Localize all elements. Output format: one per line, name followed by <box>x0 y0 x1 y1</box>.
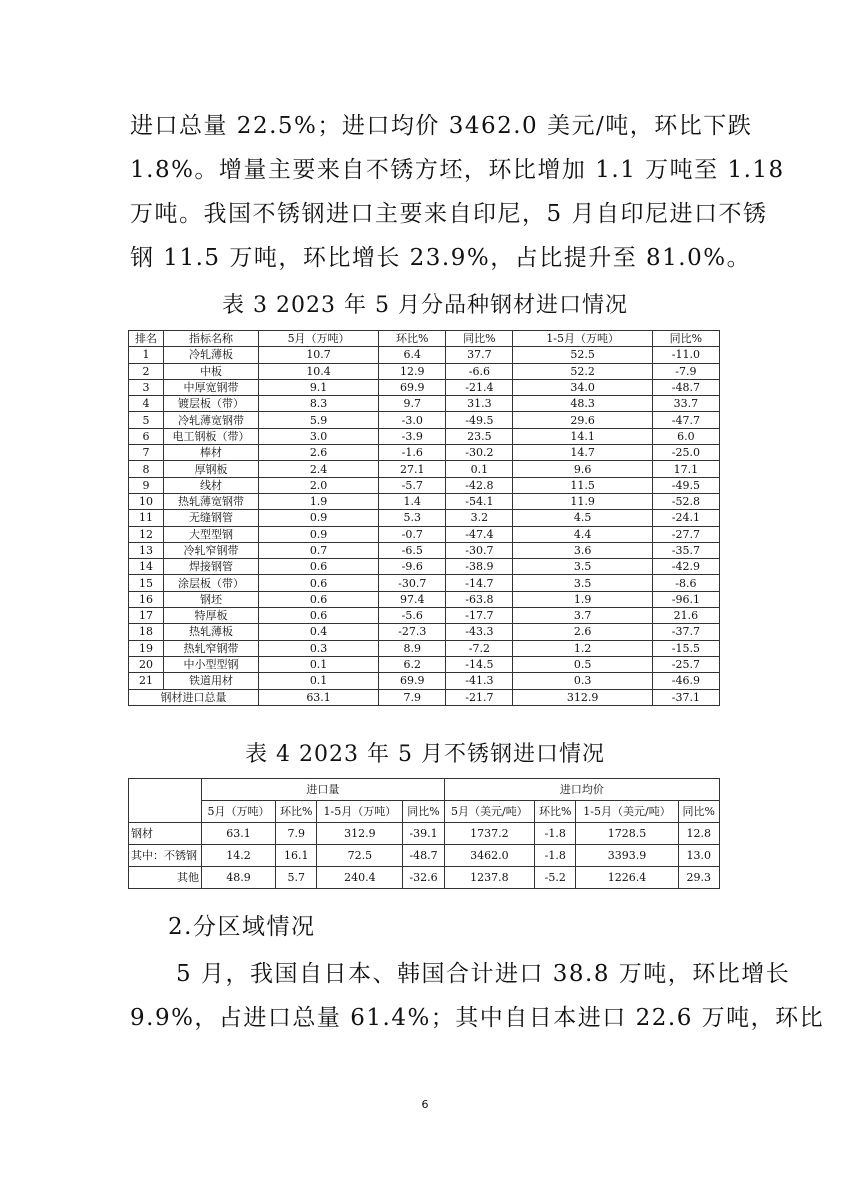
intro-paragraph <box>130 104 785 280</box>
table3-row <box>129 656 720 672</box>
table3-cell: 1.9 <box>513 591 652 607</box>
table4-cell: 3393.9 <box>576 845 678 867</box>
intro-line: 钢 11.5 万吨，环比增长 23.9%，占比提升至 81.0%。 <box>130 245 752 271</box>
table3-total-row <box>129 689 720 705</box>
table3-cell: 4.5 <box>513 510 652 526</box>
table4-cell: 5.7 <box>276 867 317 889</box>
table4-subheader-cell: 5月（美元/吨） <box>444 801 534 823</box>
table4-subheader-cell: 环比% <box>535 801 576 823</box>
table3-cell: 0.9 <box>259 526 379 542</box>
table3-cell: -24.1 <box>652 510 719 526</box>
table3-item-name: 中厚宽钢带 <box>164 379 259 395</box>
section-heading: 2.分区域情况 <box>168 914 316 940</box>
table4-cell: 16.1 <box>276 845 317 867</box>
table3-cell: -47.4 <box>446 526 513 542</box>
table3-cell: 6.0 <box>652 428 719 444</box>
table4-row-label: 其他 <box>129 867 202 889</box>
table4-cell: -32.6 <box>403 867 444 889</box>
table3-cell: 4 <box>129 396 164 412</box>
table3-cell: 4.4 <box>513 526 652 542</box>
table4-cell: 13.0 <box>678 845 719 867</box>
page-number: 6 <box>421 1098 429 1111</box>
table3-total-cell: -21.7 <box>446 689 513 705</box>
outro-paragraph <box>130 952 825 1040</box>
table3-total-cell: 63.1 <box>259 689 379 705</box>
table4-caption: 表 4 2023 年 5 月不锈钢进口情况 <box>245 742 605 767</box>
table3-cell: -46.9 <box>652 673 719 689</box>
table3-item-name: 焊接钢管 <box>164 559 259 575</box>
table3-row <box>129 526 720 542</box>
table3-row <box>129 477 720 493</box>
table3-cell: 6.4 <box>379 347 446 363</box>
table3-item-name: 中板 <box>164 363 259 379</box>
table3-body <box>129 347 720 689</box>
table4-cell: 3462.0 <box>444 845 534 867</box>
table3-cell: -5.7 <box>379 477 446 493</box>
table3-cell: 0.6 <box>259 559 379 575</box>
table3-cell: -15.5 <box>652 640 719 656</box>
table3-cell: -6.5 <box>379 542 446 558</box>
table4-cell: -1.8 <box>535 845 576 867</box>
table3-cell: 2.6 <box>513 624 652 640</box>
table3-cell: -49.5 <box>652 477 719 493</box>
table3-item-name: 热轧薄宽钢带 <box>164 493 259 509</box>
table3-item-name: 铁道用材 <box>164 673 259 689</box>
table3-cell: 69.9 <box>379 673 446 689</box>
table3-cell: 21 <box>129 673 164 689</box>
table3-total-cell: -37.1 <box>652 689 719 705</box>
table3-item-name: 电工钢板（带） <box>164 428 259 444</box>
table3-total-cell: 312.9 <box>513 689 652 705</box>
table3-cell: 29.6 <box>513 412 652 428</box>
table3-cell: -35.7 <box>652 542 719 558</box>
table4-subheader-cell: 环比% <box>276 801 317 823</box>
table3-item-name: 镀层板（带） <box>164 396 259 412</box>
table3-cell: -3.9 <box>379 428 446 444</box>
table4-row <box>129 845 720 867</box>
table3-cell: 0.9 <box>259 510 379 526</box>
table3-cell: 3.0 <box>259 428 379 444</box>
table3-cell: 17.1 <box>652 461 719 477</box>
table3-row <box>129 493 720 509</box>
table4-cell: -39.1 <box>403 823 444 845</box>
table3-cell: 0.6 <box>259 575 379 591</box>
table4-cell: -48.7 <box>403 845 444 867</box>
table4-subheader-cell: 5月（万吨） <box>202 801 276 823</box>
table3-cell: 69.9 <box>379 379 446 395</box>
table3-cell: 5.3 <box>379 510 446 526</box>
table4-cell: -1.8 <box>535 823 576 845</box>
table3-cell: -1.6 <box>379 445 446 461</box>
table3-cell: -0.7 <box>379 526 446 542</box>
table3-cell: -7.9 <box>652 363 719 379</box>
table3-cell: -27.3 <box>379 624 446 640</box>
table3-cell: 0.5 <box>513 656 652 672</box>
table3-cell: 21.6 <box>652 608 719 624</box>
table3-cell: -11.0 <box>652 347 719 363</box>
table3-cell: 52.5 <box>513 347 652 363</box>
table3-cell: 11 <box>129 510 164 526</box>
table3-cell: -41.3 <box>446 673 513 689</box>
table3-cell: 9 <box>129 477 164 493</box>
table3-cell: 48.3 <box>513 396 652 412</box>
table3-item-name: 大型型钢 <box>164 526 259 542</box>
table4-cell: 240.4 <box>317 867 403 889</box>
table3-cell: -27.7 <box>652 526 719 542</box>
table3-cell: -37.7 <box>652 624 719 640</box>
table3-cell: 0.4 <box>259 624 379 640</box>
table3 <box>128 330 720 706</box>
table3-cell: 19 <box>129 640 164 656</box>
table3-total-cell: 7.9 <box>379 689 446 705</box>
table3-header-cell: 环比% <box>379 331 446 347</box>
table3-item-name: 涂层板（带） <box>164 575 259 591</box>
table3-cell: 1.4 <box>379 493 446 509</box>
table3-cell: -30.2 <box>446 445 513 461</box>
table4-cell: 1237.8 <box>444 867 534 889</box>
table4 <box>128 778 720 889</box>
table3-row <box>129 445 720 461</box>
table3-cell: 2.0 <box>259 477 379 493</box>
table4-row-label: 其中：不锈钢 <box>129 845 202 867</box>
table3-cell: 2.4 <box>259 461 379 477</box>
table4-cell: 63.1 <box>202 823 276 845</box>
table3-cell: 16 <box>129 591 164 607</box>
table3-cell: 18 <box>129 624 164 640</box>
table3-cell: 3.6 <box>513 542 652 558</box>
table3-cell: 0.6 <box>259 591 379 607</box>
table3-cell: 10.4 <box>259 363 379 379</box>
table3-cell: 27.1 <box>379 461 446 477</box>
table3-cell: 7 <box>129 445 164 461</box>
table3-item-name: 钢坯 <box>164 591 259 607</box>
table3-row <box>129 591 720 607</box>
table3-cell: -30.7 <box>379 575 446 591</box>
table3-cell: 3.7 <box>513 608 652 624</box>
outro-line: 9.9%，占进口总量 61.4%；其中自日本进口 22.6 万吨，环比 <box>130 1005 825 1031</box>
table3-cell: -52.8 <box>652 493 719 509</box>
table3-cell: -30.7 <box>446 542 513 558</box>
table3-cell: 17 <box>129 608 164 624</box>
table3-row <box>129 412 720 428</box>
intro-line: 万吨。我国不锈钢进口主要来自印尼，5 月自印尼进口不锈 <box>130 201 768 227</box>
table3-cell: 8.9 <box>379 640 446 656</box>
table3-row <box>129 559 720 575</box>
table4-subheader-cell: 1-5月（美元/吨） <box>576 801 678 823</box>
table4-cell: 48.9 <box>202 867 276 889</box>
table3-cell: 1.2 <box>513 640 652 656</box>
table3-cell: 10.7 <box>259 347 379 363</box>
table4-subheader-cell: 同比% <box>678 801 719 823</box>
table3-cell: -96.1 <box>652 591 719 607</box>
table3-cell: 3 <box>129 379 164 395</box>
table3-cell: -5.6 <box>379 608 446 624</box>
table3-cell: 9.6 <box>513 461 652 477</box>
table3-row <box>129 575 720 591</box>
table4-row <box>129 823 720 845</box>
table4-subheader-row <box>129 801 720 823</box>
table4-cell: -5.2 <box>535 867 576 889</box>
table4-subheader-cell: 同比% <box>403 801 444 823</box>
table3-cell: 33.7 <box>652 396 719 412</box>
table3-cell: 20 <box>129 656 164 672</box>
table3-cell: 0.1 <box>259 656 379 672</box>
table3-cell: -49.5 <box>446 412 513 428</box>
table4-cell: 1728.5 <box>576 823 678 845</box>
table3-cell: 23.5 <box>446 428 513 444</box>
table3-header-cell: 5月（万吨） <box>259 331 379 347</box>
table3-cell: 8 <box>129 461 164 477</box>
table3-cell: -25.0 <box>652 445 719 461</box>
table4-cell: 1226.4 <box>576 867 678 889</box>
table3-cell: -6.6 <box>446 363 513 379</box>
table3-cell: -63.8 <box>446 591 513 607</box>
table3-cell: 2 <box>129 363 164 379</box>
table3-cell: 12.9 <box>379 363 446 379</box>
table4-row <box>129 867 720 889</box>
table4-cell: 312.9 <box>317 823 403 845</box>
table3-cell: 3.2 <box>446 510 513 526</box>
table3-item-name: 中小型型钢 <box>164 656 259 672</box>
table3-cell: 12 <box>129 526 164 542</box>
table3-cell: -14.5 <box>446 656 513 672</box>
table3-cell: -17.7 <box>446 608 513 624</box>
table3-header-cell: 排名 <box>129 331 164 347</box>
table3-cell: 5.9 <box>259 412 379 428</box>
table4-cell: 14.2 <box>202 845 276 867</box>
table3-cell: -47.7 <box>652 412 719 428</box>
table3-cell: -54.1 <box>446 493 513 509</box>
table3-cell: 1 <box>129 347 164 363</box>
table3-cell: 3.5 <box>513 559 652 575</box>
table3-cell: 37.7 <box>446 347 513 363</box>
table3-cell: 31.3 <box>446 396 513 412</box>
table3-cell: 0.3 <box>513 673 652 689</box>
table3-item-name: 无缝钢管 <box>164 510 259 526</box>
table3-cell: 3.5 <box>513 575 652 591</box>
table4-cell: 29.3 <box>678 867 719 889</box>
table3-item-name: 冷轧窄钢带 <box>164 542 259 558</box>
table3-cell: 5 <box>129 412 164 428</box>
table3-header-row <box>129 331 720 347</box>
outro-line: 5 月，我国自日本、韩国合计进口 38.8 万吨，环比增长 <box>176 961 791 987</box>
table3-cell: 0.7 <box>259 542 379 558</box>
table4-cell: 72.5 <box>317 845 403 867</box>
table3-cell: -48.7 <box>652 379 719 395</box>
table3-cell: -3.0 <box>379 412 446 428</box>
table3-row <box>129 347 720 363</box>
table3-cell: -9.6 <box>379 559 446 575</box>
table4-cell: 1737.2 <box>444 823 534 845</box>
table3-cell: 8.3 <box>259 396 379 412</box>
table4-corner-cell <box>129 779 202 823</box>
table3-cell: 52.2 <box>513 363 652 379</box>
table3-row <box>129 510 720 526</box>
table3-cell: -42.8 <box>446 477 513 493</box>
table3-cell: 14.7 <box>513 445 652 461</box>
table4-subheader-cell: 1-5月（万吨） <box>317 801 403 823</box>
table3-item-name: 特厚板 <box>164 608 259 624</box>
table3-cell: 6 <box>129 428 164 444</box>
table3-cell: 0.3 <box>259 640 379 656</box>
table3-header-cell: 同比% <box>652 331 719 347</box>
table3-header-cell: 1-5月（万吨） <box>513 331 652 347</box>
table3-row <box>129 396 720 412</box>
table3-cell: 10 <box>129 493 164 509</box>
table3-item-name: 厚钢板 <box>164 461 259 477</box>
table3-row <box>129 428 720 444</box>
table4-group-header: 进口均价 <box>444 779 719 801</box>
table3-caption: 表 3 2023 年 5 月分品种钢材进口情况 <box>222 293 628 318</box>
table4-cell: 7.9 <box>276 823 317 845</box>
table3-cell: -43.3 <box>446 624 513 640</box>
table3-cell: 1.9 <box>259 493 379 509</box>
table3-cell: -38.9 <box>446 559 513 575</box>
table3-cell: 0.1 <box>259 673 379 689</box>
table3-row <box>129 624 720 640</box>
table4-row-label: 钢材 <box>129 823 202 845</box>
table3-cell: -7.2 <box>446 640 513 656</box>
table3-cell: 14 <box>129 559 164 575</box>
table3-cell: 11.9 <box>513 493 652 509</box>
table3-cell: -25.7 <box>652 656 719 672</box>
table3-cell: 15 <box>129 575 164 591</box>
table3-cell: -14.7 <box>446 575 513 591</box>
table3-cell: 97.4 <box>379 591 446 607</box>
table3-cell: 6.2 <box>379 656 446 672</box>
table3-cell: -42.9 <box>652 559 719 575</box>
table3-item-name: 冷轧薄宽钢带 <box>164 412 259 428</box>
table4-body <box>129 823 720 889</box>
table3-row <box>129 608 720 624</box>
table3-item-name: 热轧薄板 <box>164 624 259 640</box>
table3-cell: -21.4 <box>446 379 513 395</box>
table3-row <box>129 379 720 395</box>
table3-item-name: 棒材 <box>164 445 259 461</box>
table3-item-name: 热轧窄钢带 <box>164 640 259 656</box>
table3-item-name: 冷轧薄板 <box>164 347 259 363</box>
table3-total-label: 钢材进口总量 <box>129 689 259 705</box>
table3-cell: 9.1 <box>259 379 379 395</box>
table3-row <box>129 461 720 477</box>
table3-item-name: 线材 <box>164 477 259 493</box>
intro-line: 1.8%。增量主要来自不锈方坯，环比增加 1.1 万吨至 1.18 <box>130 157 785 183</box>
table3-cell: 14.1 <box>513 428 652 444</box>
table4-group-row <box>129 779 720 801</box>
table4-cell: 12.8 <box>678 823 719 845</box>
table3-row <box>129 542 720 558</box>
intro-line: 进口总量 22.5%；进口均价 3462.0 美元/吨，环比下跌 <box>130 113 753 139</box>
table3-cell: 11.5 <box>513 477 652 493</box>
table3-row <box>129 640 720 656</box>
table3-cell: -8.6 <box>652 575 719 591</box>
table3-header-cell: 指标名称 <box>164 331 259 347</box>
table3-cell: 13 <box>129 542 164 558</box>
table3-cell: 2.6 <box>259 445 379 461</box>
table3-row <box>129 673 720 689</box>
table4-group-header: 进口量 <box>202 779 445 801</box>
table3-row <box>129 363 720 379</box>
table3-header-cell: 同比% <box>446 331 513 347</box>
table3-cell: 34.0 <box>513 379 652 395</box>
table3-cell: 0.1 <box>446 461 513 477</box>
table3-cell: 9.7 <box>379 396 446 412</box>
table3-cell: 0.6 <box>259 608 379 624</box>
